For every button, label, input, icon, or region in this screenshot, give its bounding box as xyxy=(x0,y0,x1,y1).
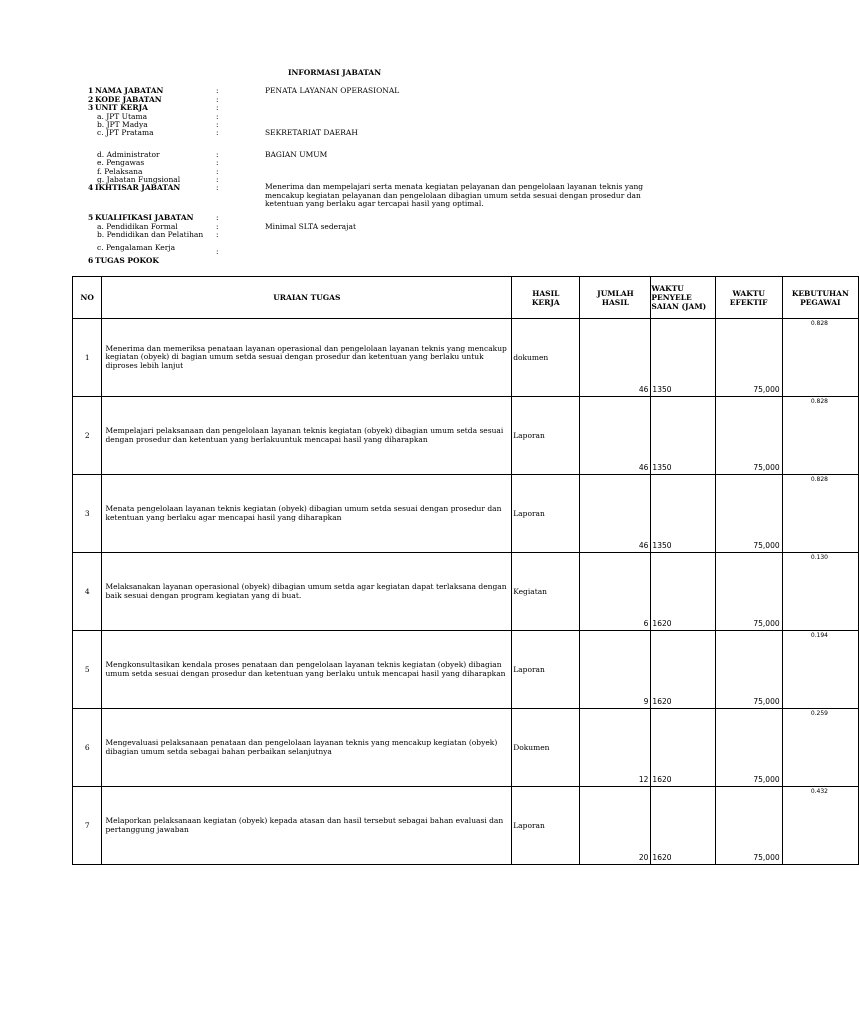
tugas-table xyxy=(72,276,859,865)
cell-kebutuhan xyxy=(782,787,858,865)
field-number: 3 xyxy=(88,103,94,112)
row-number: 7 xyxy=(84,821,90,830)
field-value-ikhtisar: Menerima dan mempelajari serta menata kegiatan pelayanan dan pengelolaan layanan teknis yang mencakup kegiatan pelayanan dan pengelolaan dibagian umum setda sesuai dengan prosedur dan ketentuan yang berlaku agar tercapai hasil yang optimal. xyxy=(265,182,644,208)
field-value-jpt-pratama: SEKRETARIAT DAERAH xyxy=(265,128,358,137)
work-result: Laporan xyxy=(513,509,545,518)
cell-hasil xyxy=(512,553,580,631)
completion-time: 1620 xyxy=(652,619,672,628)
header-jumlah: JUMLAH HASIL xyxy=(580,277,651,319)
field-label-pengawas: e. Pengawas xyxy=(97,158,145,167)
cell-waktu xyxy=(651,553,715,631)
task-description: Mengkonsultasikan kendala proses penataan dan pengelolaan layanan teknis kegiatan (obyek) dibagian umum setda sesuai dengan prosedur dan ketentuan yang berlaku untuk mencapai hasil yang diharapkan xyxy=(105,660,506,678)
table-row xyxy=(73,397,859,475)
result-count: 20 xyxy=(638,853,649,862)
cell-no xyxy=(73,631,102,709)
field-label-pendidikan-formal: a. Pendidikan Formal xyxy=(97,222,178,231)
cell-no xyxy=(73,319,102,397)
staff-need: 0.194 xyxy=(810,632,828,639)
cell-efektif xyxy=(715,709,782,787)
cell-waktu xyxy=(651,709,715,787)
colon: : xyxy=(216,158,219,167)
staff-need: 0.828 xyxy=(810,320,828,327)
cell-uraian xyxy=(102,553,512,631)
header-uraian: URAIAN TUGAS xyxy=(102,277,512,319)
field-label-administrator: d. Administrator xyxy=(97,150,160,159)
colon: : xyxy=(216,128,219,137)
cell-uraian xyxy=(102,319,512,397)
result-count: 6 xyxy=(643,619,649,628)
result-count: 46 xyxy=(638,385,649,394)
row-number: 5 xyxy=(84,665,90,674)
colon: : xyxy=(216,183,219,192)
header-hasil: HASIL KERJA xyxy=(512,277,580,319)
cell-jumlah xyxy=(580,397,651,475)
result-count: 46 xyxy=(638,541,649,550)
cell-waktu xyxy=(651,787,715,865)
cell-kebutuhan xyxy=(782,709,858,787)
cell-waktu xyxy=(651,631,715,709)
cell-uraian xyxy=(102,787,512,865)
field-label-jabatan-fungsional: g. Jabatan Fungsional xyxy=(97,175,181,184)
field-label-ikhtisar: IKHTISAR JABATAN xyxy=(95,183,181,192)
cell-uraian xyxy=(102,475,512,553)
colon: : xyxy=(216,230,219,239)
cell-jumlah xyxy=(580,631,651,709)
completion-time: 1350 xyxy=(652,385,672,394)
task-description: Melaksanakan layanan operasional (obyek) dibagian umum setda agar kegiatan dapat terlaksana dengan baik sesuai dengan program kegiatan yang di buat. xyxy=(105,582,507,600)
cell-waktu xyxy=(651,475,715,553)
field-value-nama-jabatan: PENATA LAYANAN OPERASIONAL xyxy=(265,86,400,95)
cell-hasil xyxy=(512,475,580,553)
cell-no xyxy=(73,397,102,475)
effective-time: 75,000 xyxy=(753,697,780,706)
colon: : xyxy=(216,86,219,95)
cell-jumlah xyxy=(580,553,651,631)
row-number: 2 xyxy=(84,431,90,440)
effective-time: 75,000 xyxy=(753,385,780,394)
cell-kebutuhan xyxy=(782,319,858,397)
work-result: Laporan xyxy=(513,821,545,830)
work-result: dokumen xyxy=(513,353,549,362)
cell-jumlah xyxy=(580,475,651,553)
table-row xyxy=(73,319,859,397)
completion-time: 1350 xyxy=(652,541,672,550)
cell-uraian xyxy=(102,631,512,709)
field-number: 1 xyxy=(88,86,94,95)
cell-efektif xyxy=(715,553,782,631)
result-count: 9 xyxy=(643,697,649,706)
cell-kebutuhan xyxy=(782,553,858,631)
table-row xyxy=(73,475,859,553)
field-label-tugas-pokok: TUGAS POKOK xyxy=(95,256,159,265)
page-title: INFORMASI JABATAN xyxy=(288,68,382,77)
task-description: Mempelajari pelaksanaan dan pengelolaan layanan teknis kegiatan (obyek) dibagian umum setda sesuai dengan prosedur dan ketentuan yang berlakuuntuk mencapai hasil yang diharapkan xyxy=(105,426,504,444)
field-value-pendidikan-formal: Minimal SLTA sederajat xyxy=(265,222,356,231)
table-header-row xyxy=(73,277,859,319)
header-no: NO xyxy=(73,277,102,319)
field-label-kode-jabatan: KODE JABATAN xyxy=(95,95,162,104)
completion-time: 1620 xyxy=(652,853,672,862)
field-number: 6 xyxy=(88,256,94,265)
field-label-pelaksana: f. Pelaksana xyxy=(97,167,143,176)
cell-waktu xyxy=(651,397,715,475)
field-label-unit-kerja: UNIT KERJA xyxy=(95,103,148,112)
field-label-pendidikan-pelatihan: b. Pendidikan dan Pelatihan xyxy=(97,230,204,239)
row-number: 4 xyxy=(84,587,90,596)
table-row xyxy=(73,787,859,865)
colon: : xyxy=(216,95,219,104)
cell-jumlah xyxy=(580,787,651,865)
effective-time: 75,000 xyxy=(753,853,780,862)
cell-kebutuhan xyxy=(782,475,858,553)
effective-time: 75,000 xyxy=(753,541,780,550)
completion-time: 1620 xyxy=(652,775,672,784)
table-row xyxy=(73,553,859,631)
colon: : xyxy=(216,103,219,112)
cell-efektif xyxy=(715,397,782,475)
cell-hasil xyxy=(512,709,580,787)
colon: : xyxy=(216,112,219,121)
cell-no xyxy=(73,553,102,631)
cell-no xyxy=(73,709,102,787)
cell-waktu xyxy=(651,319,715,397)
cell-uraian xyxy=(102,709,512,787)
cell-jumlah xyxy=(580,319,651,397)
cell-kebutuhan xyxy=(782,631,858,709)
work-result: Laporan xyxy=(513,665,545,674)
staff-need: 0.259 xyxy=(810,710,828,717)
task-description: Menata pengelolaan layanan teknis kegiatan (obyek) dibagian umum setda sesuai dengan prosedur dan ketentuan yang berlaku agar mencapai hasil yang diharapkan xyxy=(105,504,502,522)
task-description: Menerima dan memeriksa penataan layanan operasional dan pengelolaan layanan teknis yang mencakup kegiatan (obyek) di bagian umum setda sesuai dengan prosedur dan ketentuan yang berlaku untuk diproses lebih lanjut xyxy=(105,343,507,370)
colon: : xyxy=(216,167,219,176)
header-kebutuhan: KEBUTUHAN PEGAWAI xyxy=(782,277,858,319)
cell-efektif xyxy=(715,475,782,553)
cell-efektif xyxy=(715,631,782,709)
cell-efektif xyxy=(715,319,782,397)
cell-hasil xyxy=(512,787,580,865)
table-row xyxy=(73,709,859,787)
field-label-jpt-pratama: c. JPT Pratama xyxy=(97,128,154,137)
field-label-jpt-utama: a. JPT Utama xyxy=(97,112,148,121)
completion-time: 1620 xyxy=(652,697,672,706)
task-description: Mengevaluasi pelaksanaan penataan dan pengelolaan layanan teknis yang mencakup kegiatan (obyek) dibagian umum setda sebagai bahan perbaikan selanjutnya xyxy=(105,738,498,756)
row-number: 6 xyxy=(84,743,90,752)
row-number: 1 xyxy=(84,353,90,362)
field-label-nama-jabatan: NAMA JABATAN xyxy=(95,86,164,95)
cell-uraian xyxy=(102,397,512,475)
colon: : xyxy=(216,120,219,129)
colon: : xyxy=(216,213,219,222)
effective-time: 75,000 xyxy=(753,463,780,472)
effective-time: 75,000 xyxy=(753,619,780,628)
field-label-jpt-madya: b. JPT Madya xyxy=(97,120,148,129)
result-count: 46 xyxy=(638,463,649,472)
cell-hasil xyxy=(512,397,580,475)
colon: : xyxy=(216,222,219,231)
work-result: Kegiatan xyxy=(513,587,548,596)
task-description: Melaporkan pelaksanaan kegiatan (obyek) kepada atasan dan hasil tersebut sebagai bahan evaluasi dan pertanggung jawaban xyxy=(105,816,504,834)
row-number: 3 xyxy=(84,509,90,518)
staff-need: 0.130 xyxy=(810,554,828,561)
field-value-administrator: BAGIAN UMUM xyxy=(265,150,328,159)
colon: : xyxy=(216,150,219,159)
staff-need: 0.828 xyxy=(810,398,828,405)
field-label-kualifikasi: KUALIFIKASI JABATAN xyxy=(95,213,194,222)
colon: : xyxy=(216,247,219,256)
cell-efektif xyxy=(715,787,782,865)
field-number: 5 xyxy=(88,213,94,222)
work-result: Laporan xyxy=(513,431,545,440)
staff-need: 0.432 xyxy=(810,788,828,795)
result-count: 12 xyxy=(638,775,649,784)
header-waktu-penyelesaian: WAKTU PENYELE SAIAN (JAM) xyxy=(651,277,715,319)
effective-time: 75,000 xyxy=(753,775,780,784)
cell-hasil xyxy=(512,319,580,397)
field-number: 2 xyxy=(88,95,94,104)
cell-hasil xyxy=(512,631,580,709)
staff-need: 0.828 xyxy=(810,476,828,483)
table-row xyxy=(73,631,859,709)
cell-no xyxy=(73,475,102,553)
colon: : xyxy=(216,175,219,184)
field-number: 4 xyxy=(88,183,94,192)
cell-kebutuhan xyxy=(782,397,858,475)
cell-no xyxy=(73,787,102,865)
cell-jumlah xyxy=(580,709,651,787)
completion-time: 1350 xyxy=(652,463,672,472)
field-label-pengalaman: c. Pengalaman Kerja xyxy=(97,243,176,252)
work-result: Dokumen xyxy=(513,743,550,752)
header-waktu-efektif: WAKTU EFEKTIF xyxy=(715,277,782,319)
